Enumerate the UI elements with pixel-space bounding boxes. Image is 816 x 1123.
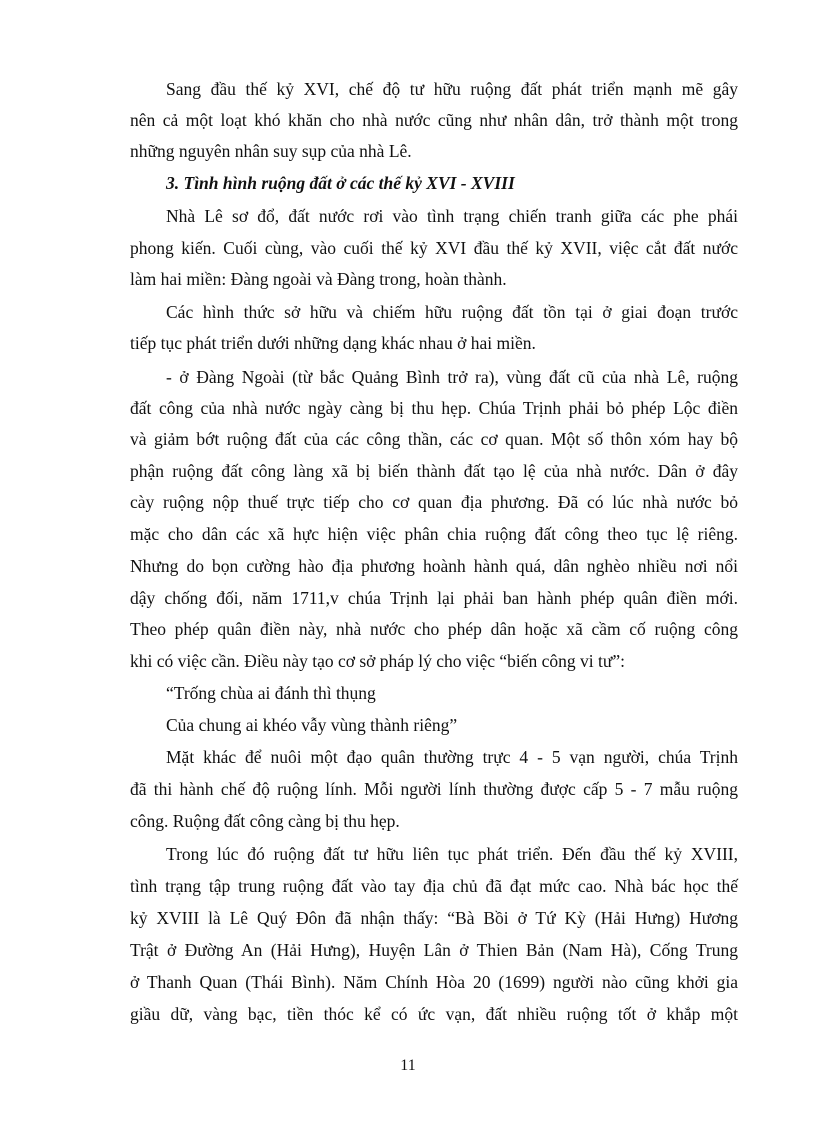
text-line: Trật ở Đường An (Hải Hưng), Huyện Lân ở Thien Bản (Nam Hà), Cống Trung: [130, 940, 738, 960]
text-line: ở Thanh Quan (Thái Bình). Năm Chính Hòa 20 (1699) người nào cũng khởi gia: [130, 972, 738, 992]
text-line: đất công của nhà nước ngày càng bị thu hẹp. Chúa Trịnh phải bỏ phép Lộc điền: [130, 398, 738, 418]
page-number: 11: [400, 1057, 416, 1074]
text-line: Theo phép quân điền này, nhà nước cho phép dân hoặc xã cầm cố ruộng công: [130, 619, 738, 639]
text-line: dậy chống đối, năm 1711,v chúa Trịnh lại phải ban hành phép quân điền mới.: [130, 588, 738, 608]
text-line: Trong lúc đó ruộng đất tư hữu liên tục phát triển. Đến đầu thế kỷ XVIII,: [166, 844, 738, 864]
text-line: Nhưng do bọn cường hào địa phương hoành hành quá, dân nghèo nhiều nơi nổi: [130, 556, 738, 576]
text-line: cày ruộng nộp thuế trực tiếp cho cơ quan địa phương. Đã có lúc nhà nước bỏ: [130, 492, 738, 512]
quote-line: “Trống chùa ai đánh thì thụng: [166, 683, 376, 703]
text-line: Mặt khác để nuôi một đạo quân thường trực 4 - 5 vạn người, chúa Trịnh: [166, 747, 738, 767]
text-line: mặc cho dân các xã hực hiện việc phân chia ruộng đất công theo tục lệ riêng.: [130, 524, 738, 544]
text-line: phận ruộng đất công làng xã bị biến thành đất tạo lệ của nhà nước. Dân ở đây: [130, 461, 738, 481]
text-line: những nguyên nhân suy sụp của nhà Lê.: [130, 141, 412, 161]
text-line: phong kiến. Cuối cùng, vào cuối thế kỷ XVI đầu thế kỷ XVII, việc cắt đất nước: [130, 238, 738, 258]
text-line: - ở Đàng Ngoài (từ bắc Quảng Bình trở ra), vùng đất cũ của nhà Lê, ruộng: [166, 367, 738, 387]
text-line: đã thi hành chế độ ruộng lính. Mỗi người lính thường được cấp 5 - 7 mẫu ruộng: [130, 779, 738, 799]
text-line: làm hai miền: Đàng ngoài và Đàng trong, hoàn thành.: [130, 269, 507, 289]
text-line: nên cả một loạt khó khăn cho nhà nước cũng như nhân dân, trở thành một trong: [130, 110, 738, 130]
text-line: và giảm bớt ruộng đất của các công thần, các cơ quan. Một số thôn xóm hay bộ: [130, 429, 738, 449]
text-line: khi có việc cần. Điều này tạo cơ sở pháp lý cho việc “biến công vi tư”:: [130, 651, 625, 671]
section-heading: 3. Tình hình ruộng đất ở các thế kỷ XVI - XVIII: [166, 173, 515, 193]
text-line: Sang đầu thế kỷ XVI, chế độ tư hữu ruộng đất phát triển mạnh mẽ gây: [166, 79, 738, 99]
text-line: Nhà Lê sơ đổ, đất nước rơi vào tình trạng chiến tranh giữa các phe phái: [166, 206, 738, 226]
text-line: Các hình thức sở hữu và chiếm hữu ruộng đất tồn tại ở giai đoạn trước: [166, 302, 738, 322]
text-line: công. Ruộng đất công càng bị thu hẹp.: [130, 811, 400, 831]
quote-line: Của chung ai khéo vẫy vùng thành riêng”: [166, 715, 458, 735]
text-line: tình trạng tập trung ruộng đất vào tay địa chủ đã đạt mức cao. Nhà bác học thế: [130, 876, 738, 896]
text-line: giầu dữ, vàng bạc, tiền thóc kể có ức vạn, đất nhiều ruộng tốt ở khắp một: [130, 1004, 738, 1024]
text-line: kỷ XVIII là Lê Quý Đôn đã nhận thấy: “Bà Bồi ở Tứ Kỳ (Hải Hưng) Hương: [130, 908, 738, 928]
text-line: tiếp tục phát triển dưới những dạng khác nhau ở hai miền.: [130, 333, 536, 353]
